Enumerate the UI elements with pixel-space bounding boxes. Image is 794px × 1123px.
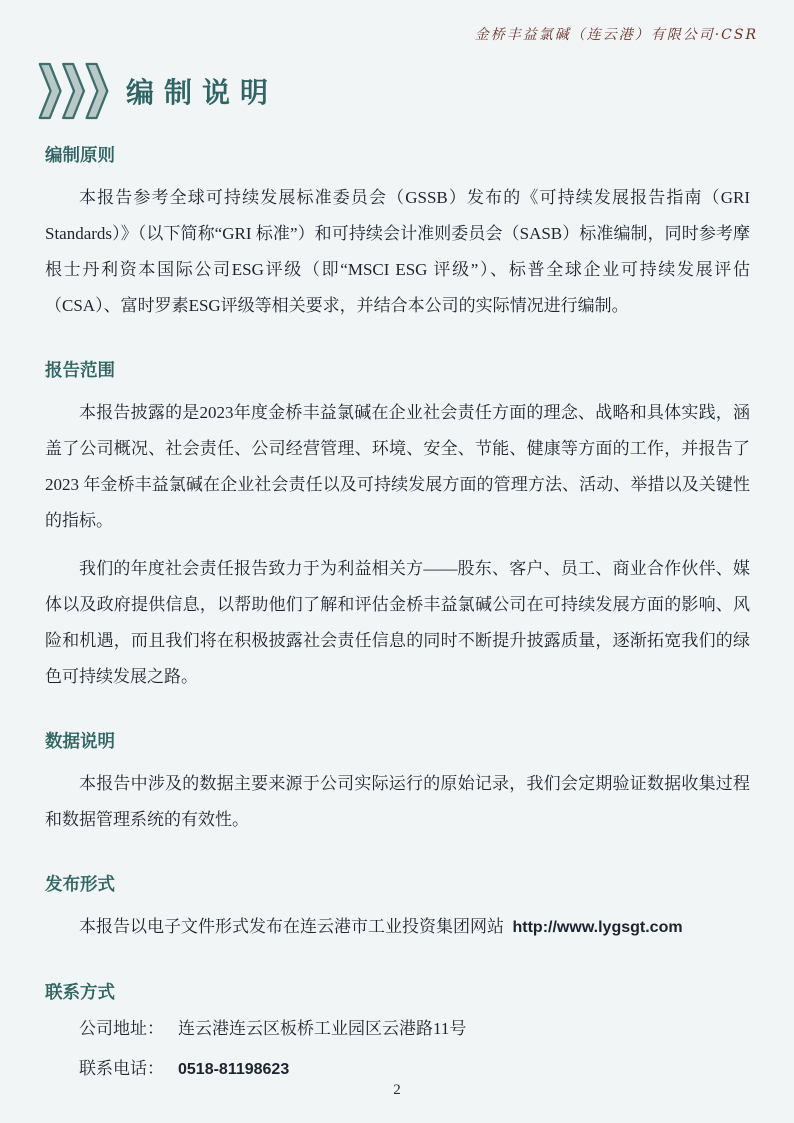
page-content [0, 142, 794, 1081]
website-link[interactable]: http://www.lygsgt.com [512, 919, 683, 936]
phone-label: 联系电话： [79, 1059, 164, 1078]
paragraph: 我们的年度社会责任报告致力于为利益相关方——股东、客户、员工、商业合作伙伴、媒体以及政府提供信息，以帮助他们了解和评估金桥丰益氯碱公司在可持续发展方面的影响、风险和机遇，而且我们将在积极披露社会责任信息的同时不断提升披露质量，逐渐拓宽我们的绿色可持续发展之路。 [45, 559, 750, 686]
paragraph: 本报告参考全球可持续发展标准委员会（GSSB）发布的《可持续发展报告指南（GRI Standards）》（以下简称“GRI 标准”）和可持续会计准则委员会（SASB）标准编制，同时参考摩根士丹利资本国际公司ESG评级（即“MSCI ESG 评级”）、标普全球企业可持续发展评估（CSA）、富时罗素ESG评级等相关要求，并结合本公司的实际情况进行编制。 [45, 188, 750, 315]
page-number: 2 [393, 1082, 401, 1098]
address-label: 公司地址： [79, 1019, 164, 1038]
page-title: 编制说明 [126, 77, 279, 108]
section-compilation-principles [45, 142, 750, 324]
release-intro-text: 本报告以电子文件形式发布在连云港市工业投资集团网站 [79, 917, 504, 936]
address-value: 连云港连云区板桥工业园区云港路11号 [178, 1019, 467, 1038]
paragraph: 本报告中涉及的数据主要来源于公司实际运行的原始记录，我们会定期验证数据收集过程和数据管理系统的有效性。 [45, 774, 750, 829]
section-release-form [45, 871, 750, 946]
section-heading: 联系方式 [45, 982, 115, 1002]
section-heading: 数据说明 [45, 731, 115, 751]
section-contact-info [45, 979, 750, 1081]
paragraph: 本报告披露的是2023年度金桥丰益氯碱在企业社会责任方面的理念、战略和具体实践，涵盖了公司概况、社会责任、公司经营管理、环境、安全、节能、健康等方面的工作，并报告了2023 年金桥丰益氯碱在企业社会责任以及可持续发展方面的管理方法、活动、举措以及关键性的指标。 [45, 403, 750, 530]
page-footer [0, 1081, 794, 1099]
contact-phone-row [45, 1057, 750, 1081]
title-block [38, 60, 794, 122]
section-data-description [45, 728, 750, 838]
paragraph [45, 909, 750, 946]
section-report-scope [45, 357, 750, 695]
contact-address-row [45, 1017, 750, 1040]
section-heading: 发布形式 [45, 874, 115, 894]
phone-value: 0518-81198623 [178, 1061, 290, 1078]
page-header [0, 0, 794, 44]
section-heading: 编制原则 [45, 145, 115, 165]
header-company-name: 金桥丰益氯碱（连云港）有限公司·CSR [474, 27, 758, 43]
section-heading: 报告范围 [45, 360, 115, 380]
triple-chevron-right-icon [38, 61, 110, 121]
